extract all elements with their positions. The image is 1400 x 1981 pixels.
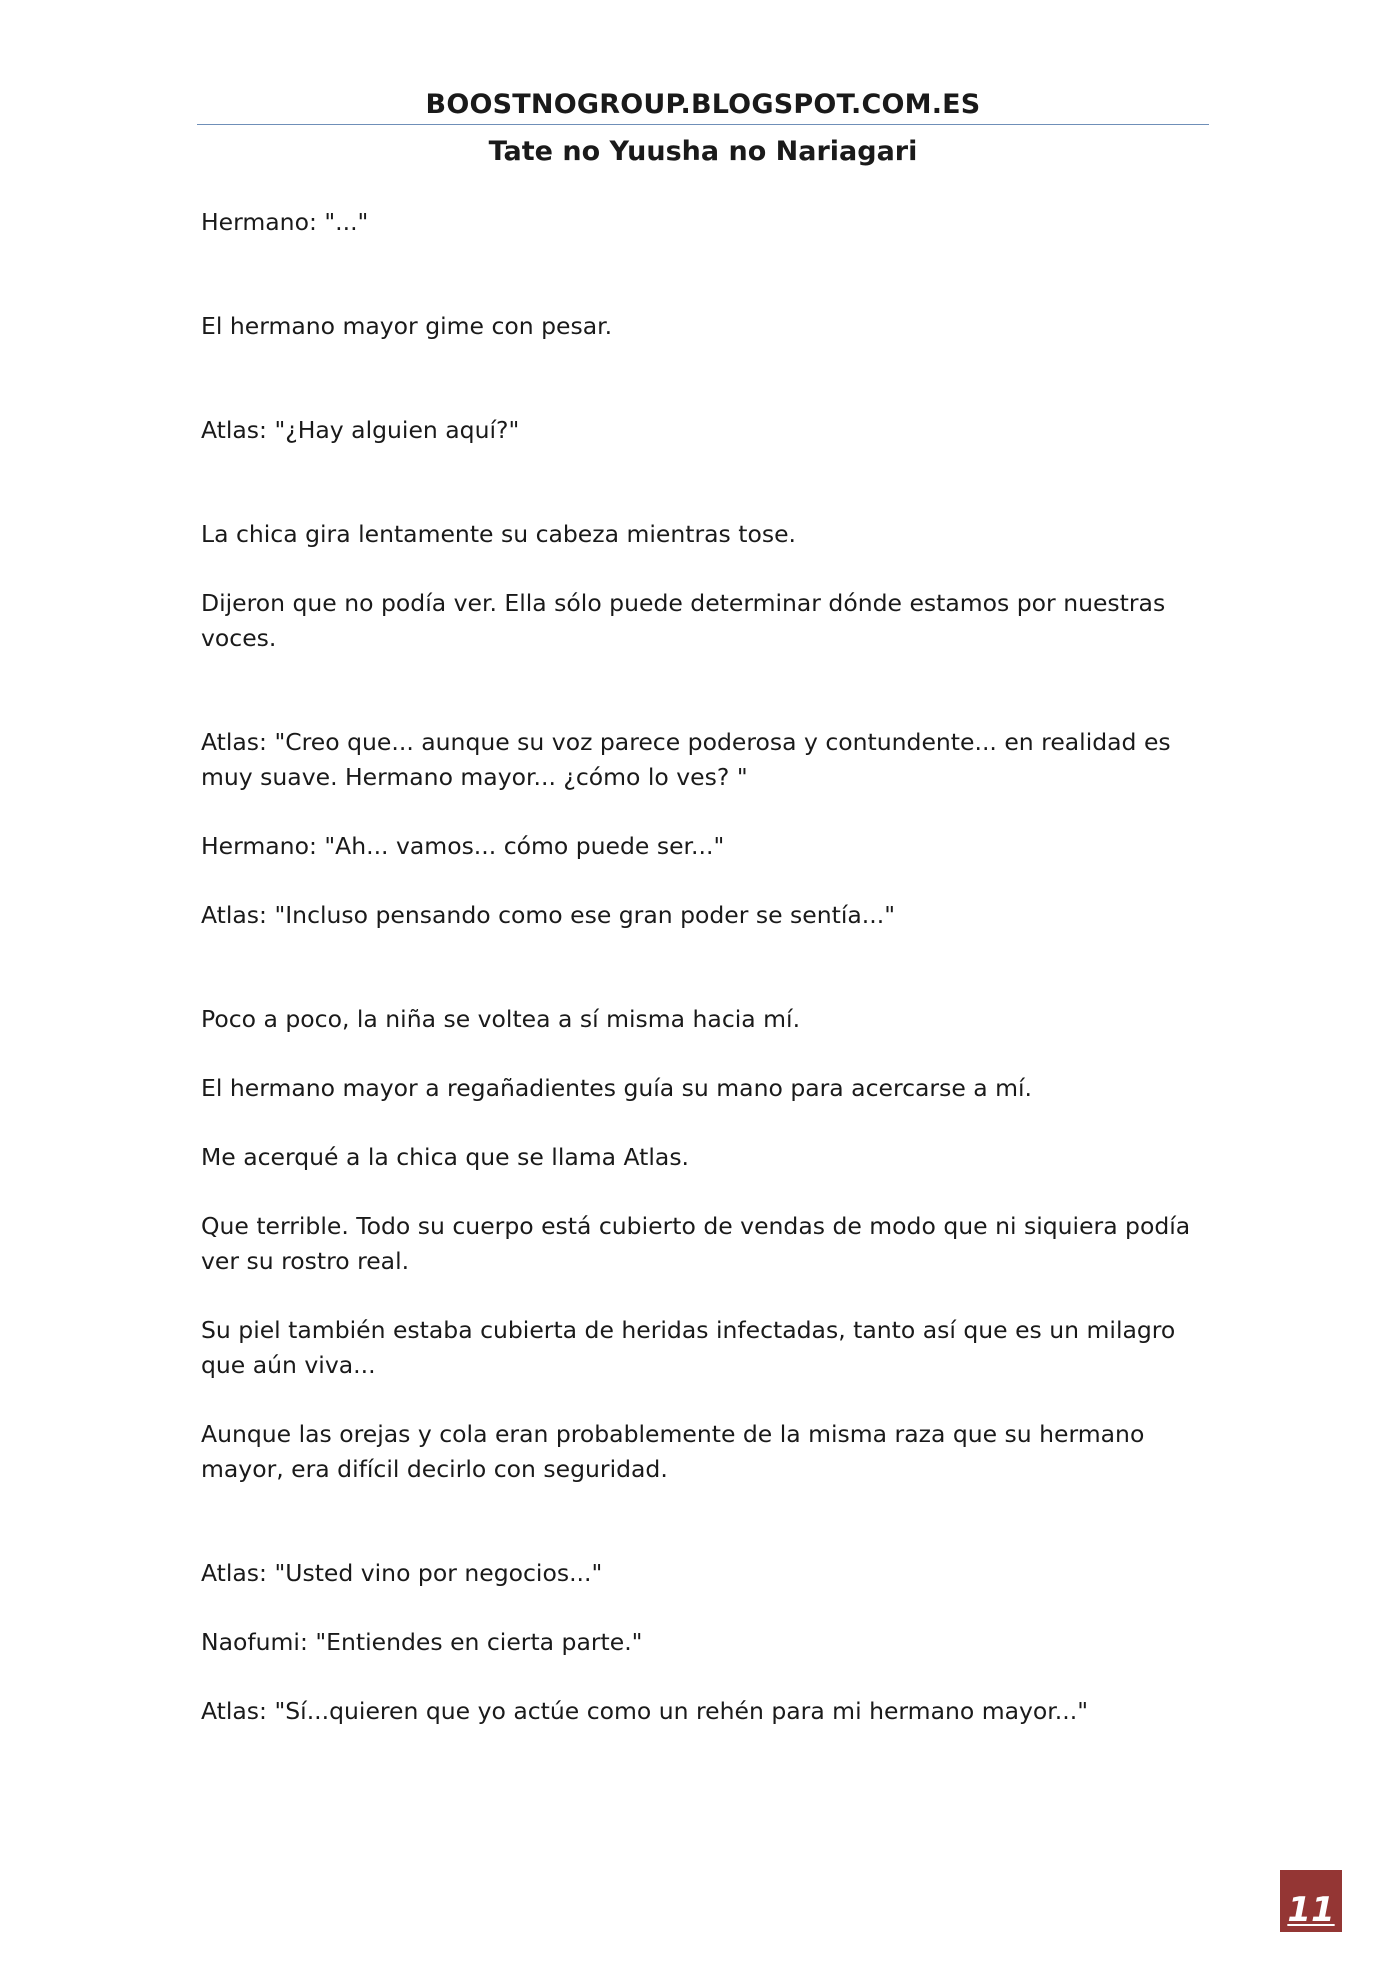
page-header	[197, 88, 1209, 169]
paragraph: Naofumi: "Entiendes en cierta parte."	[201, 1628, 643, 1656]
paragraph: Me acerqué a la chica que se llama Atlas.	[201, 1143, 690, 1171]
site-name: BOOSTNOGROUP.BLOGSPOT.COM.ES	[425, 89, 981, 120]
paragraph: Su piel también estaba cubierta de heridas infectadas, tanto así que es un milagro que aún viva...	[201, 1316, 1176, 1379]
paragraph: Hermano: "Ah... vamos... cómo puede ser..."	[201, 832, 725, 860]
paragraph: El hermano mayor gime con pesar.	[201, 312, 613, 340]
paragraph: El hermano mayor a regañadientes guía su mano para acercarse a mí.	[201, 1074, 1033, 1102]
paragraph: Atlas: "Creo que... aunque su voz parece poderosa y contundente... en realidad es muy suave. Hermano mayor... ¿cómo lo ves? "	[201, 728, 1171, 791]
paragraph: La chica gira lentamente su cabeza mientras tose.	[201, 520, 796, 548]
page-number: 11	[1287, 1890, 1335, 1930]
paragraph: Poco a poco, la niña se voltea a sí misma hacia mí.	[201, 1005, 801, 1033]
header-rule	[197, 124, 1209, 125]
page-number-badge	[1280, 1870, 1342, 1932]
paragraph: Hermano: "..."	[201, 208, 369, 236]
paragraph: Aunque las orejas y cola eran probablemente de la misma raza que su hermano mayor, era difícil decirlo con seguridad.	[201, 1420, 1145, 1483]
paragraph: Atlas: "Usted vino por negocios..."	[201, 1559, 603, 1587]
book-title: Tate no Yuusha no Nariagari	[488, 136, 918, 167]
paragraph: Atlas: "Sí...quieren que yo actúe como un rehén para mi hermano mayor..."	[201, 1697, 1089, 1725]
paragraph: Atlas: "¿Hay alguien aquí?"	[201, 416, 520, 444]
paragraph: Dijeron que no podía ver. Ella sólo puede determinar dónde estamos por nuestras voces.	[201, 589, 1166, 652]
paragraph: Atlas: "Incluso pensando como ese gran poder se sentía..."	[201, 901, 896, 929]
paragraph: Que terrible. Todo su cuerpo está cubierto de vendas de modo que ni siquiera podía ver su rostro real.	[201, 1212, 1191, 1275]
body-text	[201, 205, 1211, 1729]
